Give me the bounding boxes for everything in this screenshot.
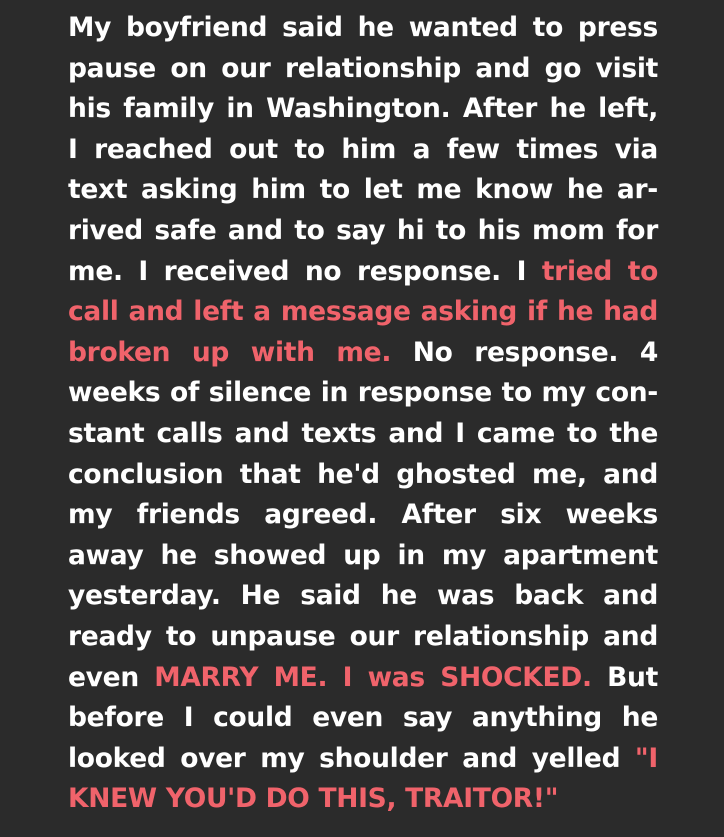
story-line — [68, 333, 658, 374]
body-text: I reached out to him a few times via — [68, 133, 658, 165]
story-line — [68, 373, 658, 414]
body-text: my friends agreed. After six weeks — [68, 499, 658, 531]
story-line — [68, 89, 658, 130]
body-text: yesterday. He said he was back and — [68, 580, 658, 612]
story-line — [68, 8, 658, 49]
highlighted-text: "I — [634, 742, 658, 774]
story-line — [68, 779, 658, 820]
body-text: before I could even say anything he — [68, 702, 658, 734]
highlighted-text: broken up with me. — [68, 336, 392, 368]
story-line — [68, 658, 658, 699]
body-text: rived safe and to say hi to his mom for — [68, 214, 658, 246]
story-line — [68, 170, 658, 211]
body-text: pause on our relationship and go visit — [68, 52, 658, 84]
body-text: me. I received no response. I — [68, 255, 542, 287]
body-text: ready to unpause our relationship and — [68, 620, 658, 652]
story-line — [68, 292, 658, 333]
body-text: But — [591, 661, 658, 693]
story-line — [68, 130, 658, 171]
body-text: his family in Washington. After he left, — [68, 93, 658, 125]
highlighted-text: call and left a message asking if he had — [68, 296, 658, 328]
highlighted-text: KNEW YOU'D DO THIS, TRAITOR!" — [68, 783, 559, 815]
body-text: My boyfriend said he wanted to press — [68, 12, 658, 43]
story-line — [68, 211, 658, 252]
story-line — [68, 495, 658, 536]
story-line — [68, 455, 658, 496]
body-text: conclusion that he'd ghosted me, and — [68, 458, 658, 490]
body-text: No response. 4 — [391, 336, 658, 368]
body-text: even — [68, 661, 155, 693]
story-line — [68, 536, 658, 577]
body-text: looked over my shoulder and yelled — [68, 742, 635, 774]
story-line — [68, 617, 658, 658]
highlighted-text: tried to — [541, 255, 658, 287]
body-text: weeks of silence in response to my con- — [68, 377, 658, 409]
story-line — [68, 576, 658, 617]
body-text: text asking him to let me know he ar- — [68, 174, 658, 206]
story-line — [68, 49, 658, 90]
story-line — [68, 414, 658, 455]
story-text — [68, 8, 658, 820]
body-text: away he showed up in my apartment — [68, 539, 658, 571]
story-line — [68, 252, 658, 293]
story-line — [68, 698, 658, 739]
highlighted-text: MARRY ME. I was SHOCKED. — [154, 661, 592, 693]
body-text: stant calls and texts and I came to the — [68, 417, 658, 449]
story-line — [68, 739, 658, 780]
